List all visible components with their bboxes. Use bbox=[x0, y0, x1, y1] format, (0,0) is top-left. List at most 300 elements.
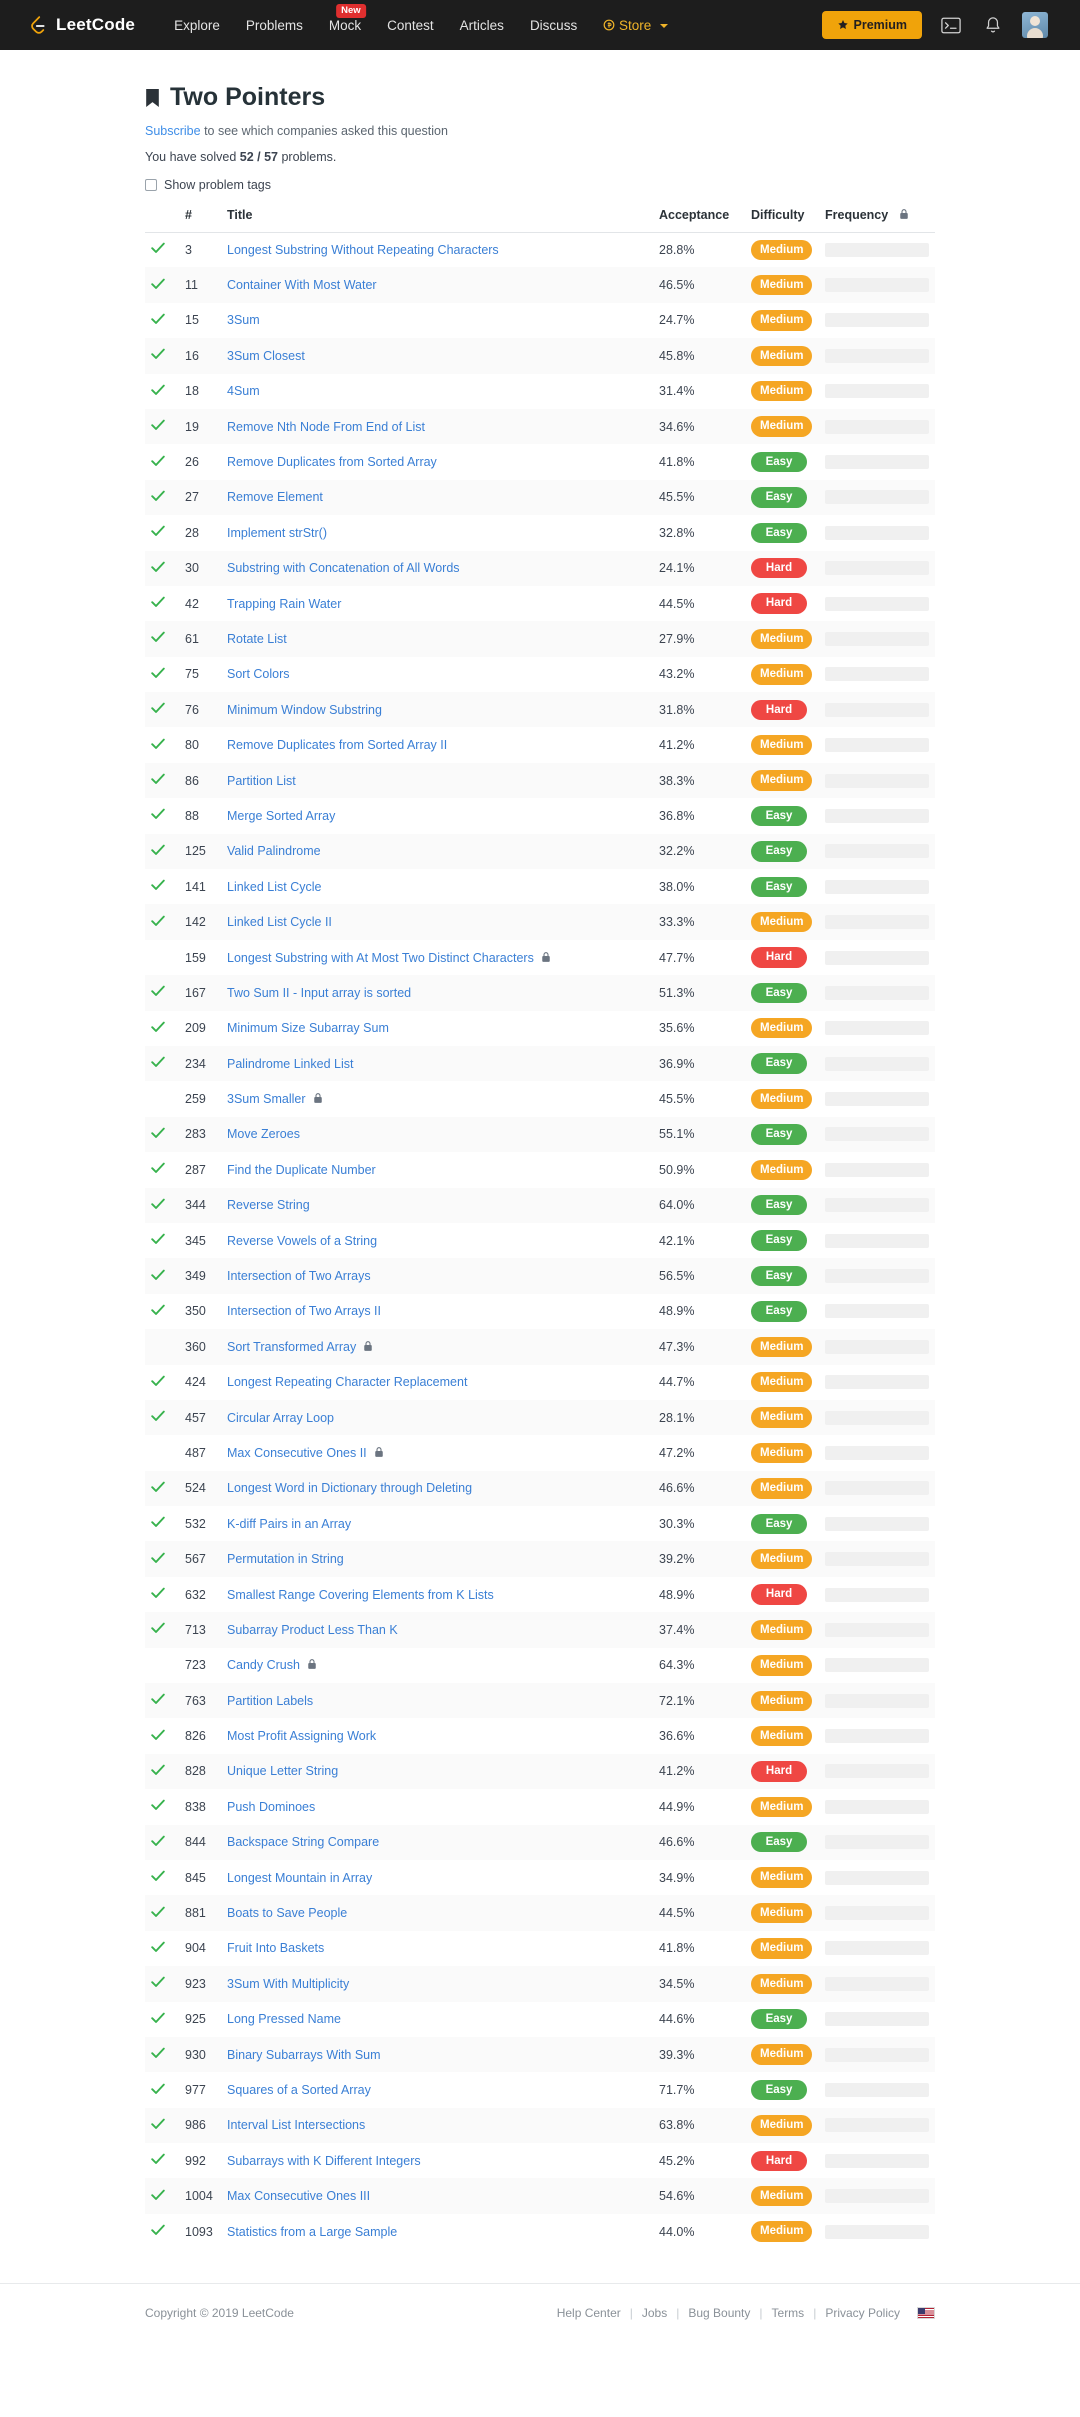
problem-link[interactable]: Boats to Save People bbox=[227, 1906, 348, 1921]
cell-title bbox=[221, 1506, 653, 1541]
table-row[interactable] bbox=[145, 1506, 935, 1541]
cell-status bbox=[145, 2072, 179, 2107]
difficulty-badge: Medium bbox=[751, 416, 812, 436]
cell-status bbox=[145, 1683, 179, 1718]
problem-link[interactable]: Most Profit Assigning Work bbox=[227, 1729, 377, 1744]
difficulty-badge: Medium bbox=[751, 346, 812, 366]
cell-acceptance: 45.5% bbox=[659, 1092, 695, 1107]
cell-acceptance: 43.2% bbox=[659, 667, 695, 682]
cell-difficulty bbox=[745, 1152, 819, 1187]
frequency-bar bbox=[825, 1835, 929, 1849]
problem-link[interactable]: Minimum Window Substring bbox=[227, 702, 382, 717]
cell-difficulty bbox=[745, 267, 819, 302]
frequency-bar bbox=[825, 1092, 929, 1106]
frequency-bar bbox=[825, 1446, 929, 1460]
table-row[interactable] bbox=[145, 798, 935, 833]
cell-title bbox=[221, 1789, 653, 1824]
table-row[interactable] bbox=[145, 727, 935, 762]
table-row[interactable] bbox=[145, 1541, 935, 1576]
user-menu[interactable] bbox=[1022, 12, 1052, 38]
solved-check-icon bbox=[151, 1976, 165, 1988]
difficulty-badge: Medium bbox=[751, 1867, 812, 1887]
navbar-right bbox=[822, 11, 1053, 39]
cell-title bbox=[221, 338, 653, 373]
solved-check-icon bbox=[151, 2224, 165, 2236]
table-row[interactable] bbox=[145, 267, 935, 302]
difficulty-badge: Easy bbox=[751, 1053, 807, 1073]
cell-difficulty bbox=[745, 1541, 819, 1576]
problem-link[interactable]: Push Dominoes bbox=[227, 1799, 316, 1814]
top-navbar bbox=[0, 0, 1080, 50]
table-row[interactable] bbox=[145, 1152, 935, 1187]
table-row[interactable] bbox=[145, 2143, 935, 2178]
problem-link[interactable]: Circular Array Loop bbox=[227, 1410, 334, 1425]
cell-status bbox=[145, 1471, 179, 1506]
cell-frequency bbox=[819, 1718, 935, 1753]
frequency-bar bbox=[825, 1906, 929, 1920]
cell-difficulty bbox=[745, 515, 819, 550]
subscribe-link[interactable]: Subscribe bbox=[145, 123, 201, 138]
cell-number: 234 bbox=[185, 1056, 206, 1071]
cell-status bbox=[145, 1648, 179, 1683]
problem-link[interactable]: Reverse String bbox=[227, 1198, 310, 1213]
table-row[interactable] bbox=[145, 1577, 935, 1612]
table-row[interactable] bbox=[145, 940, 935, 975]
cell-title bbox=[221, 1152, 653, 1187]
cell-status bbox=[145, 1365, 179, 1400]
problem-link[interactable]: Remove Duplicates from Sorted Array bbox=[227, 455, 437, 470]
cell-acceptance: 34.9% bbox=[659, 1870, 695, 1885]
problem-link[interactable]: Intersection of Two Arrays bbox=[227, 1269, 371, 1284]
problem-link[interactable]: Rotate List bbox=[227, 631, 287, 646]
solved-check-icon bbox=[151, 1906, 165, 1918]
problem-link[interactable]: Interval List Intersections bbox=[227, 2118, 366, 2133]
problem-link[interactable]: Candy Crush bbox=[227, 1658, 300, 1673]
problem-link[interactable]: Partition Labels bbox=[227, 1693, 314, 1708]
problem-link[interactable]: Merge Sorted Array bbox=[227, 808, 336, 823]
table-row[interactable] bbox=[145, 1471, 935, 1506]
cell-title bbox=[221, 904, 653, 939]
nav-item-explore[interactable] bbox=[161, 12, 233, 39]
table-row[interactable] bbox=[145, 1117, 935, 1152]
table-row[interactable] bbox=[145, 1400, 935, 1435]
problem-link[interactable]: Linked List Cycle II bbox=[227, 915, 332, 930]
problem-link[interactable]: 3Sum bbox=[227, 313, 260, 328]
cell-title bbox=[221, 1648, 653, 1683]
cell-acceptance: 48.9% bbox=[659, 1587, 695, 1602]
cell-frequency bbox=[819, 2037, 935, 2072]
frequency-bar bbox=[825, 278, 929, 292]
brand-logo[interactable] bbox=[28, 15, 135, 35]
cell-difficulty bbox=[745, 551, 819, 586]
table-row[interactable] bbox=[145, 692, 935, 727]
cell-difficulty bbox=[745, 1754, 819, 1789]
cell-acceptance: 56.5% bbox=[659, 1269, 695, 1284]
footer-link-bug-bounty[interactable]: Bug Bounty bbox=[688, 2306, 751, 2321]
frequency-bar bbox=[825, 1163, 929, 1177]
solved-check-icon bbox=[151, 1764, 165, 1776]
table-row[interactable] bbox=[145, 1966, 935, 2001]
table-row[interactable] bbox=[145, 1895, 935, 1930]
solved-check-icon bbox=[151, 915, 165, 927]
frequency-bar bbox=[825, 986, 929, 1000]
solved-check-icon bbox=[151, 313, 165, 325]
cell-frequency bbox=[819, 621, 935, 656]
frequency-bar bbox=[825, 349, 929, 363]
table-row[interactable] bbox=[145, 869, 935, 904]
cell-title bbox=[221, 621, 653, 656]
frequency-bar bbox=[825, 243, 929, 257]
frequency-bar bbox=[825, 490, 929, 504]
cell-status bbox=[145, 727, 179, 762]
bell-icon[interactable] bbox=[980, 13, 1006, 37]
problem-link[interactable]: 4Sum bbox=[227, 384, 260, 399]
problem-link[interactable]: Subarray Product Less Than K bbox=[227, 1622, 398, 1637]
column-number: # bbox=[179, 202, 221, 233]
table-row[interactable] bbox=[145, 551, 935, 586]
table-row[interactable] bbox=[145, 232, 935, 267]
cell-frequency bbox=[819, 1789, 935, 1824]
problem-link[interactable]: Unique Letter String bbox=[227, 1764, 339, 1779]
problem-link[interactable]: Remove Nth Node From End of List bbox=[227, 419, 425, 434]
table-row[interactable] bbox=[145, 338, 935, 373]
frequency-bar bbox=[825, 1057, 929, 1071]
table-row[interactable] bbox=[145, 1825, 935, 1860]
cell-acceptance: 63.8% bbox=[659, 2118, 695, 2133]
problem-link[interactable]: Remove Duplicates from Sorted Array II bbox=[227, 738, 448, 753]
problem-link[interactable]: Fruit Into Baskets bbox=[227, 1941, 325, 1956]
table-row[interactable] bbox=[145, 480, 935, 515]
problem-link[interactable]: 3Sum With Multiplicity bbox=[227, 1976, 350, 1991]
cell-difficulty bbox=[745, 1648, 819, 1683]
problem-link[interactable]: Linked List Cycle bbox=[227, 879, 322, 894]
problem-link[interactable]: Subarrays with K Different Integers bbox=[227, 2153, 421, 2168]
cell-status bbox=[145, 515, 179, 550]
table-row[interactable] bbox=[145, 2072, 935, 2107]
difficulty-badge: Hard bbox=[751, 947, 807, 967]
cell-number: 283 bbox=[185, 1127, 206, 1142]
cell-status bbox=[145, 2178, 179, 2213]
table-row[interactable] bbox=[145, 2178, 935, 2213]
frequency-bar bbox=[825, 951, 929, 965]
cell-number: 15 bbox=[185, 313, 199, 328]
cell-title bbox=[221, 1683, 653, 1718]
problem-link[interactable]: Squares of a Sorted Array bbox=[227, 2083, 371, 2097]
table-row[interactable] bbox=[145, 621, 935, 656]
table-row[interactable] bbox=[145, 1294, 935, 1329]
table-row[interactable] bbox=[145, 2108, 935, 2143]
difficulty-badge: Medium bbox=[751, 2044, 812, 2064]
frequency-bar bbox=[825, 1977, 929, 1991]
cell-frequency bbox=[819, 834, 935, 869]
premium-button[interactable] bbox=[822, 11, 923, 39]
frequency-bar bbox=[825, 1375, 929, 1389]
table-row[interactable] bbox=[145, 303, 935, 338]
nav-item-store[interactable] bbox=[590, 12, 681, 39]
problem-link[interactable]: Move Zeroes bbox=[227, 1127, 300, 1142]
lock-icon bbox=[313, 1092, 323, 1104]
cell-number: 1093 bbox=[185, 2224, 213, 2239]
star-icon bbox=[837, 19, 849, 31]
problem-link[interactable]: Binary Subarrays With Sum bbox=[227, 2047, 381, 2062]
us-flag-icon[interactable] bbox=[917, 2307, 935, 2319]
cell-title bbox=[221, 2108, 653, 2143]
table-row[interactable] bbox=[145, 1718, 935, 1753]
cell-status bbox=[145, 975, 179, 1010]
cell-difficulty bbox=[745, 2037, 819, 2072]
table-row[interactable] bbox=[145, 1329, 935, 1364]
cell-title bbox=[221, 1541, 653, 1576]
table-row[interactable] bbox=[145, 2002, 935, 2037]
table-row[interactable] bbox=[145, 657, 935, 692]
cell-acceptance: 35.6% bbox=[659, 1021, 695, 1036]
cell-acceptance: 41.2% bbox=[659, 738, 695, 753]
frequency-bar bbox=[825, 880, 929, 894]
cell-difficulty bbox=[745, 1294, 819, 1329]
cell-number: 424 bbox=[185, 1375, 206, 1390]
table-row[interactable] bbox=[145, 1365, 935, 1400]
cell-acceptance: 64.0% bbox=[659, 1198, 695, 1213]
cell-number: 61 bbox=[185, 631, 199, 646]
cell-acceptance: 36.6% bbox=[659, 1729, 695, 1744]
problem-link[interactable]: Permutation in String bbox=[227, 1552, 344, 1567]
cell-acceptance: 36.9% bbox=[659, 1056, 695, 1071]
problem-link[interactable]: Sort Colors bbox=[227, 667, 290, 682]
cell-title bbox=[221, 657, 653, 692]
cell-difficulty bbox=[745, 1718, 819, 1753]
table-row[interactable] bbox=[145, 1612, 935, 1647]
frequency-bar bbox=[825, 2189, 929, 2203]
table-row[interactable] bbox=[145, 975, 935, 1010]
show-problem-tags-row[interactable] bbox=[145, 178, 935, 192]
problem-link[interactable]: 3Sum Smaller bbox=[227, 1092, 306, 1107]
problem-link[interactable]: Statistics from a Large Sample bbox=[227, 2224, 398, 2239]
cell-status bbox=[145, 869, 179, 904]
solved-check-icon bbox=[151, 1127, 165, 1139]
problem-link[interactable]: K-diff Pairs in an Array bbox=[227, 1516, 352, 1531]
cell-frequency bbox=[819, 1329, 935, 1364]
problem-link[interactable]: Two Sum II - Input array is sorted bbox=[227, 985, 412, 1000]
show-tags-checkbox[interactable] bbox=[145, 179, 157, 191]
frequency-bar bbox=[825, 597, 929, 611]
cell-acceptance: 32.8% bbox=[659, 525, 695, 540]
cell-title bbox=[221, 834, 653, 869]
cell-frequency bbox=[819, 940, 935, 975]
table-row[interactable] bbox=[145, 1046, 935, 1081]
problem-link[interactable]: Container With Most Water bbox=[227, 278, 377, 293]
cell-number: 567 bbox=[185, 1552, 206, 1567]
cell-number: 457 bbox=[185, 1410, 206, 1425]
table-row[interactable] bbox=[145, 2214, 935, 2249]
cell-acceptance: 72.1% bbox=[659, 1693, 695, 1708]
cell-difficulty bbox=[745, 692, 819, 727]
table-row[interactable] bbox=[145, 444, 935, 479]
problem-link[interactable]: Smallest Range Covering Elements from K Lists bbox=[227, 1587, 494, 1602]
problem-link[interactable]: Substring with Concatenation of All Words bbox=[227, 561, 460, 576]
frequency-bar bbox=[825, 1588, 929, 1602]
difficulty-badge: Hard bbox=[751, 558, 807, 578]
cell-status bbox=[145, 1294, 179, 1329]
table-row[interactable] bbox=[145, 1011, 935, 1046]
table-row[interactable] bbox=[145, 409, 935, 444]
nav-item-contest[interactable] bbox=[374, 12, 447, 39]
problem-link[interactable]: Longest Repeating Character Replacement bbox=[227, 1375, 468, 1390]
cell-number: 18 bbox=[185, 384, 199, 399]
problem-link[interactable]: Longest Mountain in Array bbox=[227, 1870, 373, 1885]
problem-link[interactable]: Long Pressed Name bbox=[227, 2012, 341, 2027]
table-row[interactable] bbox=[145, 1223, 935, 1258]
problem-link[interactable]: Max Consecutive Ones II bbox=[227, 1445, 367, 1460]
frequency-bar bbox=[825, 1552, 929, 1566]
table-row[interactable] bbox=[145, 1188, 935, 1223]
nav-item-discuss[interactable] bbox=[517, 12, 590, 39]
table-row[interactable] bbox=[145, 1931, 935, 1966]
cell-number: 828 bbox=[185, 1764, 206, 1779]
problem-link[interactable]: Intersection of Two Arrays II bbox=[227, 1304, 382, 1319]
difficulty-badge: Medium bbox=[751, 1938, 812, 1958]
problem-link[interactable]: Max Consecutive Ones III bbox=[227, 2189, 371, 2204]
cell-acceptance: 44.7% bbox=[659, 1375, 695, 1390]
difficulty-badge: Easy bbox=[751, 487, 807, 507]
footer-separator: | bbox=[676, 2306, 680, 2321]
cell-title bbox=[221, 1966, 653, 2001]
table-row[interactable] bbox=[145, 1258, 935, 1293]
cell-number: 845 bbox=[185, 1870, 206, 1885]
nav-item-articles[interactable] bbox=[447, 12, 517, 39]
problem-link[interactable]: Remove Element bbox=[227, 490, 323, 505]
table-row[interactable] bbox=[145, 1789, 935, 1824]
cell-status bbox=[145, 1046, 179, 1081]
table-row[interactable] bbox=[145, 515, 935, 550]
cell-frequency bbox=[819, 727, 935, 762]
nav-item-mock[interactable] bbox=[316, 5, 374, 39]
frequency-bar bbox=[825, 844, 929, 858]
table-row[interactable] bbox=[145, 2037, 935, 2072]
frequency-bar bbox=[825, 1127, 929, 1141]
table-row[interactable] bbox=[145, 763, 935, 798]
problem-link[interactable]: Backspace String Compare bbox=[227, 1835, 380, 1850]
table-row[interactable] bbox=[145, 374, 935, 409]
cell-frequency bbox=[819, 2178, 935, 2213]
cell-number: 826 bbox=[185, 1729, 206, 1744]
footer-link-privacy-policy[interactable]: Privacy Policy bbox=[825, 2306, 900, 2321]
cell-acceptance: 28.1% bbox=[659, 1410, 695, 1425]
cell-difficulty bbox=[745, 1188, 819, 1223]
cell-number: 838 bbox=[185, 1799, 206, 1814]
problem-link[interactable]: Minimum Size Subarray Sum bbox=[227, 1021, 389, 1036]
show-tags-label[interactable]: Show problem tags bbox=[164, 177, 272, 192]
problem-link[interactable]: Longest Substring with At Most Two Distinct Characters bbox=[227, 950, 534, 965]
problem-link[interactable]: Reverse Vowels of a String bbox=[227, 1233, 378, 1248]
cell-status bbox=[145, 232, 179, 267]
solved-count: 52 / 57 bbox=[239, 149, 278, 164]
cell-status bbox=[145, 1188, 179, 1223]
table-row[interactable] bbox=[145, 1860, 935, 1895]
table-row[interactable] bbox=[145, 1683, 935, 1718]
difficulty-badge: Medium bbox=[751, 1443, 812, 1463]
cell-status bbox=[145, 480, 179, 515]
table-row[interactable] bbox=[145, 1435, 935, 1470]
cell-frequency bbox=[819, 1258, 935, 1293]
solved-check-icon bbox=[151, 667, 165, 679]
nav-item-problems[interactable] bbox=[233, 12, 316, 39]
cell-status bbox=[145, 1612, 179, 1647]
problem-link[interactable]: Partition List bbox=[227, 773, 296, 788]
table-row[interactable] bbox=[145, 834, 935, 869]
page-footer bbox=[0, 2283, 1080, 2350]
difficulty-badge: Medium bbox=[751, 912, 812, 932]
cell-number: 532 bbox=[185, 1516, 206, 1531]
problem-link[interactable]: 3Sum Closest bbox=[227, 348, 305, 363]
cell-status bbox=[145, 1718, 179, 1753]
difficulty-badge: Hard bbox=[751, 593, 807, 613]
difficulty-badge: Easy bbox=[751, 983, 807, 1003]
cell-acceptance: 37.4% bbox=[659, 1622, 695, 1637]
frequency-bar bbox=[825, 1764, 929, 1778]
cell-title bbox=[221, 1400, 653, 1435]
table-row[interactable] bbox=[145, 1648, 935, 1683]
cell-difficulty bbox=[745, 480, 819, 515]
copyright-text: Copyright © 2019 LeetCode bbox=[145, 2306, 294, 2321]
nav-links bbox=[161, 5, 681, 39]
problem-link[interactable]: Valid Palindrome bbox=[227, 844, 321, 859]
table-row[interactable] bbox=[145, 1754, 935, 1789]
table-row[interactable] bbox=[145, 586, 935, 621]
footer-link-terms[interactable]: Terms bbox=[771, 2306, 805, 2321]
difficulty-badge: Easy bbox=[751, 1230, 807, 1250]
cell-number: 344 bbox=[185, 1198, 206, 1213]
cell-acceptance: 42.1% bbox=[659, 1233, 695, 1248]
cell-title bbox=[221, 2178, 653, 2213]
problem-link[interactable]: Sort Transformed Array bbox=[227, 1339, 357, 1354]
terminal-icon[interactable] bbox=[938, 13, 964, 37]
solved-check-icon bbox=[151, 490, 165, 502]
footer-link-help-center[interactable]: Help Center bbox=[556, 2306, 621, 2321]
problem-link[interactable]: Longest Substring Without Repeating Characters bbox=[227, 242, 499, 257]
cell-frequency bbox=[819, 1294, 935, 1329]
frequency-bar bbox=[825, 420, 929, 434]
table-row[interactable] bbox=[145, 904, 935, 939]
difficulty-badge: Medium bbox=[751, 735, 812, 755]
footer-link-jobs[interactable]: Jobs bbox=[641, 2306, 668, 2321]
solved-check-icon bbox=[151, 1835, 165, 1847]
cell-number: 142 bbox=[185, 915, 206, 930]
cell-title bbox=[221, 1365, 653, 1400]
problem-link[interactable]: Longest Word in Dictionary through Deleting bbox=[227, 1481, 473, 1496]
problem-link[interactable]: Trapping Rain Water bbox=[227, 596, 342, 611]
cell-acceptance: 41.8% bbox=[659, 1941, 695, 1956]
cell-frequency bbox=[819, 1046, 935, 1081]
cell-acceptance: 33.3% bbox=[659, 915, 695, 930]
solved-check-icon bbox=[151, 455, 165, 467]
cell-difficulty bbox=[745, 1683, 819, 1718]
solved-check-icon bbox=[151, 1552, 165, 1564]
difficulty-badge: Easy bbox=[751, 1832, 807, 1852]
difficulty-badge: Easy bbox=[751, 806, 807, 826]
table-row[interactable] bbox=[145, 1081, 935, 1116]
cell-title bbox=[221, 303, 653, 338]
problem-link[interactable]: Implement strStr() bbox=[227, 525, 328, 540]
cell-status bbox=[145, 1966, 179, 2001]
table-body bbox=[145, 232, 935, 2249]
solved-check-icon bbox=[151, 596, 165, 608]
problem-link[interactable]: Palindrome Linked List bbox=[227, 1056, 354, 1071]
cell-frequency bbox=[819, 1188, 935, 1223]
difficulty-badge: Medium bbox=[751, 1407, 812, 1427]
difficulty-badge: Medium bbox=[751, 1691, 812, 1711]
problem-link[interactable]: Find the Duplicate Number bbox=[227, 1162, 376, 1177]
difficulty-badge: Easy bbox=[751, 877, 807, 897]
